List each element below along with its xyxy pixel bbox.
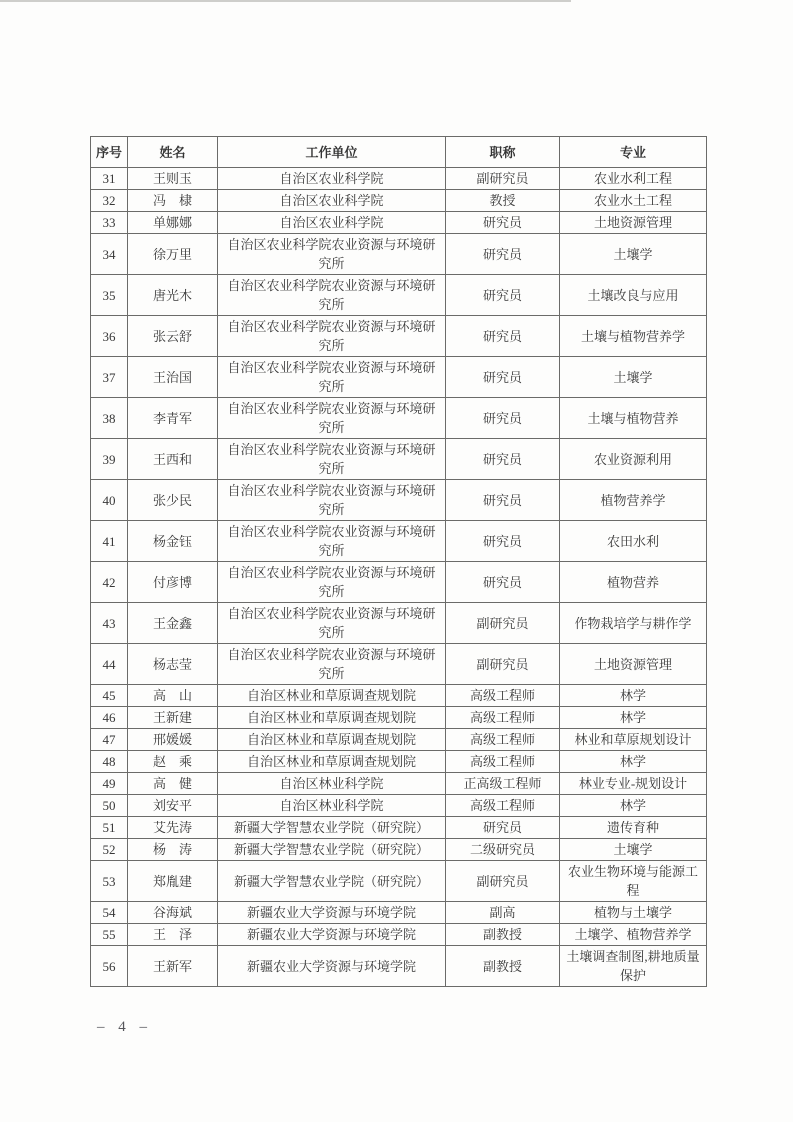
cell-major: 土地资源管理: [560, 644, 707, 685]
cell-number: 53: [91, 861, 128, 902]
cell-title: 高级工程师: [446, 729, 560, 751]
cell-title: 研究员: [446, 480, 560, 521]
table-row: [91, 439, 707, 480]
cell-name: 杨金钰: [128, 521, 218, 562]
table-row: [91, 398, 707, 439]
cell-name: 王新军: [128, 946, 218, 987]
cell-unit: 自治区农业科学院农业资源与环境研究所: [218, 316, 446, 357]
cell-title: 研究员: [446, 316, 560, 357]
cell-title: 研究员: [446, 357, 560, 398]
cell-unit: 自治区林业科学院: [218, 773, 446, 795]
cell-unit: 新疆农业大学资源与环境学院: [218, 924, 446, 946]
cell-unit: 自治区农业科学院: [218, 168, 446, 190]
cell-name: 王则玉: [128, 168, 218, 190]
cell-major: 农田水利: [560, 521, 707, 562]
cell-title: 研究员: [446, 562, 560, 603]
cell-number: 47: [91, 729, 128, 751]
cell-name: 刘安平: [128, 795, 218, 817]
cell-unit: 新疆大学智慧农业学院（研究院）: [218, 839, 446, 861]
cell-major: 土壤学: [560, 357, 707, 398]
cell-major: 农业水利工程: [560, 168, 707, 190]
cell-unit: 自治区林业和草原调查规划院: [218, 751, 446, 773]
cell-unit: 自治区农业科学院农业资源与环境研究所: [218, 480, 446, 521]
cell-number: 35: [91, 275, 128, 316]
table-row: [91, 168, 707, 190]
cell-title: 副教授: [446, 924, 560, 946]
header-row: [91, 137, 707, 168]
table-row: [91, 817, 707, 839]
cell-title: 高级工程师: [446, 707, 560, 729]
cell-name: 赵 乘: [128, 751, 218, 773]
cell-major: 土地资源管理: [560, 212, 707, 234]
col-header-name: 姓名: [128, 137, 218, 168]
cell-major: 林学: [560, 795, 707, 817]
table-row: [91, 795, 707, 817]
cell-major: 土壤学: [560, 839, 707, 861]
table-row: [91, 212, 707, 234]
cell-name: 徐万里: [128, 234, 218, 275]
cell-major: 土壤改良与应用: [560, 275, 707, 316]
cell-number: 41: [91, 521, 128, 562]
table-row: [91, 924, 707, 946]
cell-major: 土壤调查制图,耕地质量保护: [560, 946, 707, 987]
scan-edge-artifact: [0, 0, 571, 2]
cell-unit: 自治区林业和草原调查规划院: [218, 729, 446, 751]
personnel-table: [90, 136, 707, 987]
table-row: [91, 773, 707, 795]
cell-unit: 自治区林业和草原调查规划院: [218, 707, 446, 729]
cell-name: 杨 涛: [128, 839, 218, 861]
cell-name: 王新建: [128, 707, 218, 729]
cell-title: 副研究员: [446, 644, 560, 685]
cell-number: 37: [91, 357, 128, 398]
cell-title: 副高: [446, 902, 560, 924]
cell-unit: 新疆大学智慧农业学院（研究院）: [218, 861, 446, 902]
cell-unit: 新疆大学智慧农业学院（研究院）: [218, 817, 446, 839]
table-row: [91, 861, 707, 902]
cell-major: 植物营养: [560, 562, 707, 603]
col-header-major: 专业: [560, 137, 707, 168]
cell-unit: 自治区林业科学院: [218, 795, 446, 817]
cell-name: 付彦博: [128, 562, 218, 603]
cell-number: 39: [91, 439, 128, 480]
cell-unit: 自治区农业科学院农业资源与环境研究所: [218, 521, 446, 562]
cell-number: 44: [91, 644, 128, 685]
cell-name: 张少民: [128, 480, 218, 521]
table-row: [91, 707, 707, 729]
cell-title: 研究员: [446, 234, 560, 275]
col-header-unit: 工作单位: [218, 137, 446, 168]
cell-major: 作物栽培学与耕作学: [560, 603, 707, 644]
cell-major: 林业和草原规划设计: [560, 729, 707, 751]
cell-number: 56: [91, 946, 128, 987]
cell-name: 冯 棣: [128, 190, 218, 212]
cell-major: 遗传育种: [560, 817, 707, 839]
cell-unit: 自治区农业科学院农业资源与环境研究所: [218, 644, 446, 685]
cell-number: 55: [91, 924, 128, 946]
cell-number: 38: [91, 398, 128, 439]
cell-major: 土壤与植物营养学: [560, 316, 707, 357]
cell-name: 王西和: [128, 439, 218, 480]
cell-number: 49: [91, 773, 128, 795]
cell-major: 土壤与植物营养: [560, 398, 707, 439]
table-row: [91, 357, 707, 398]
col-header-title: 职称: [446, 137, 560, 168]
table-row: [91, 234, 707, 275]
table-row: [91, 902, 707, 924]
cell-number: 48: [91, 751, 128, 773]
table-header: [91, 137, 707, 168]
cell-title: 研究员: [446, 398, 560, 439]
table-row: [91, 521, 707, 562]
cell-unit: 新疆农业大学资源与环境学院: [218, 946, 446, 987]
cell-title: 高级工程师: [446, 685, 560, 707]
cell-name: 谷海斌: [128, 902, 218, 924]
table-body: [91, 168, 707, 987]
cell-title: 副教授: [446, 946, 560, 987]
cell-number: 54: [91, 902, 128, 924]
col-header-number: 序号: [91, 137, 128, 168]
cell-unit: 新疆农业大学资源与环境学院: [218, 902, 446, 924]
cell-name: 王治国: [128, 357, 218, 398]
cell-title: 研究员: [446, 521, 560, 562]
cell-number: 45: [91, 685, 128, 707]
cell-title: 高级工程师: [446, 795, 560, 817]
cell-name: 李青军: [128, 398, 218, 439]
cell-title: 副研究员: [446, 861, 560, 902]
table-row: [91, 751, 707, 773]
cell-name: 唐光木: [128, 275, 218, 316]
cell-name: 王 泽: [128, 924, 218, 946]
cell-title: 研究员: [446, 817, 560, 839]
cell-title: 教授: [446, 190, 560, 212]
cell-title: 二级研究员: [446, 839, 560, 861]
cell-major: 农业生物环境与能源工程: [560, 861, 707, 902]
cell-title: 副研究员: [446, 603, 560, 644]
cell-name: 张云舒: [128, 316, 218, 357]
cell-title: 副研究员: [446, 168, 560, 190]
cell-unit: 自治区农业科学院农业资源与环境研究所: [218, 562, 446, 603]
cell-unit: 自治区农业科学院农业资源与环境研究所: [218, 234, 446, 275]
cell-name: 高 山: [128, 685, 218, 707]
cell-unit: 自治区农业科学院农业资源与环境研究所: [218, 275, 446, 316]
table-row: [91, 685, 707, 707]
cell-name: 郑胤建: [128, 861, 218, 902]
cell-name: 王金鑫: [128, 603, 218, 644]
cell-title: 高级工程师: [446, 751, 560, 773]
cell-number: 46: [91, 707, 128, 729]
cell-major: 林学: [560, 685, 707, 707]
cell-title: 研究员: [446, 275, 560, 316]
table-row: [91, 316, 707, 357]
cell-name: 杨志莹: [128, 644, 218, 685]
table-row: [91, 946, 707, 987]
cell-major: 土壤学: [560, 234, 707, 275]
cell-unit: 自治区林业和草原调查规划院: [218, 685, 446, 707]
cell-number: 51: [91, 817, 128, 839]
cell-major: 林学: [560, 707, 707, 729]
cell-number: 33: [91, 212, 128, 234]
cell-number: 43: [91, 603, 128, 644]
cell-number: 36: [91, 316, 128, 357]
cell-major: 农业水土工程: [560, 190, 707, 212]
cell-number: 34: [91, 234, 128, 275]
cell-unit: 自治区农业科学院: [218, 212, 446, 234]
table-row: [91, 562, 707, 603]
cell-number: 40: [91, 480, 128, 521]
page-number: – 4 –: [97, 1019, 152, 1035]
table-row: [91, 275, 707, 316]
table-row: [91, 603, 707, 644]
cell-name: 艾先涛: [128, 817, 218, 839]
cell-major: 林学: [560, 751, 707, 773]
cell-major: 土壤学、植物营养学: [560, 924, 707, 946]
cell-major: 农业资源利用: [560, 439, 707, 480]
cell-title: 研究员: [446, 212, 560, 234]
table-row: [91, 729, 707, 751]
cell-number: 32: [91, 190, 128, 212]
table-row: [91, 480, 707, 521]
cell-name: 高 健: [128, 773, 218, 795]
cell-unit: 自治区农业科学院农业资源与环境研究所: [218, 357, 446, 398]
cell-name: 单娜娜: [128, 212, 218, 234]
table-row: [91, 839, 707, 861]
cell-number: 50: [91, 795, 128, 817]
cell-number: 31: [91, 168, 128, 190]
table-row: [91, 190, 707, 212]
cell-unit: 自治区农业科学院农业资源与环境研究所: [218, 439, 446, 480]
table-row: [91, 644, 707, 685]
cell-major: 植物与土壤学: [560, 902, 707, 924]
cell-number: 42: [91, 562, 128, 603]
cell-unit: 自治区农业科学院农业资源与环境研究所: [218, 398, 446, 439]
cell-title: 正高级工程师: [446, 773, 560, 795]
cell-unit: 自治区农业科学院: [218, 190, 446, 212]
cell-unit: 自治区农业科学院农业资源与环境研究所: [218, 603, 446, 644]
cell-major: 林业专业-规划设计: [560, 773, 707, 795]
cell-major: 植物营养学: [560, 480, 707, 521]
cell-title: 研究员: [446, 439, 560, 480]
cell-number: 52: [91, 839, 128, 861]
cell-name: 邢媛媛: [128, 729, 218, 751]
